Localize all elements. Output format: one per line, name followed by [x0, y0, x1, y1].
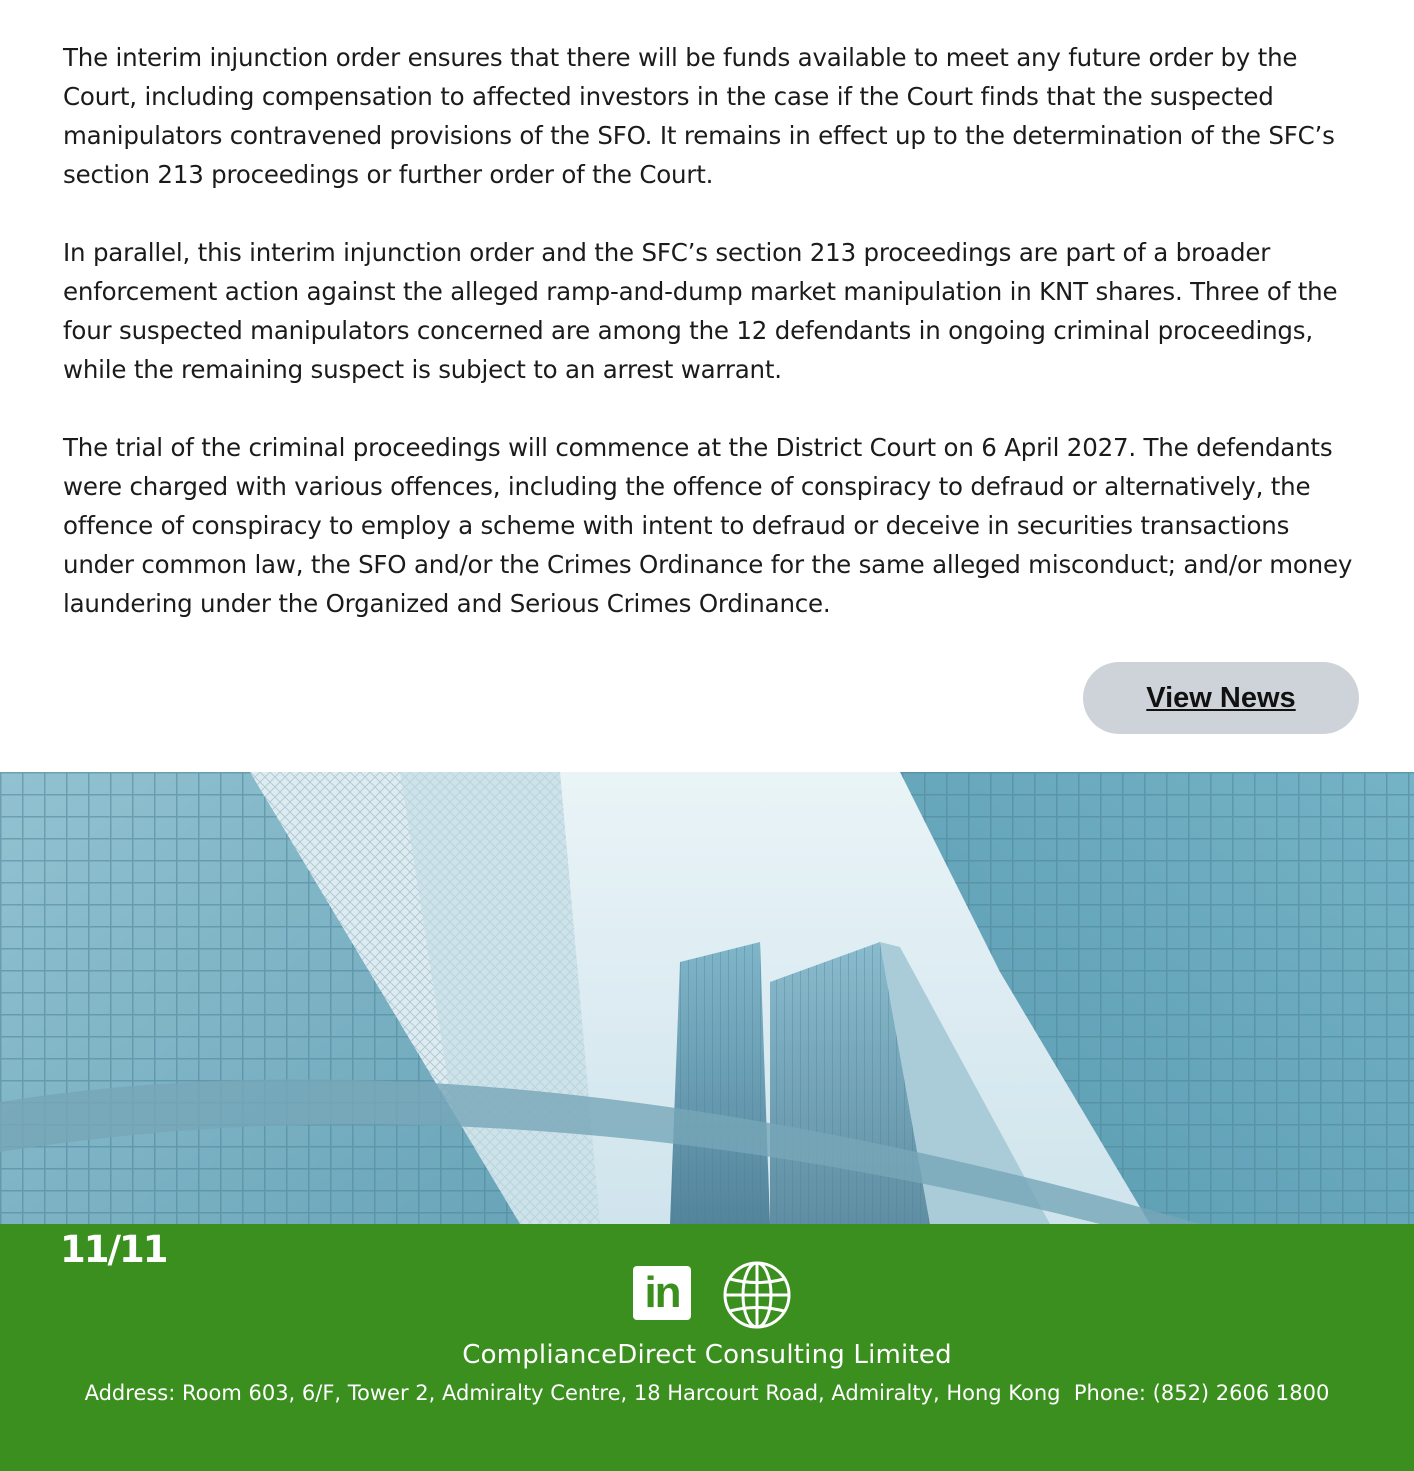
article-body — [63, 38, 1363, 662]
page-indicator: 11/11 — [60, 1228, 167, 1271]
company-name: ComplianceDirect Consulting Limited — [462, 1340, 952, 1370]
paragraph-injunction: The interim injunction order ensures that there will be funds available to meet any future order by the Court, including compensation to affected investors in the case if the Court finds that the suspected manipulators contravened provisions of the SFO. It remains in effect up to the determination of the SFC’s section 213 proceedings or further order of the Court. — [63, 43, 1335, 189]
linkedin-icon[interactable]: in — [633, 1266, 691, 1320]
view-news-button[interactable]: View News — [1083, 662, 1359, 734]
globe-icon[interactable] — [722, 1260, 792, 1330]
footer — [0, 1224, 1414, 1471]
company-address: Address: Room 603, 6/F, Tower 2, Admiralty Centre, 18 Harcourt Road, Admiralty, Hong Kong Phone: (852) 2606 1800 — [84, 1381, 1330, 1405]
paragraph-parallel-action: In parallel, this interim injunction order and the SFC’s section 213 proceedings are part of a broader enforcement action against the alleged ramp-and-dump market manipulation in KNT shares. Three of the four suspected manipulators concerned are among the 12 defendants in ongoing criminal proceedings, while the remaining suspect is subject to an arrest warrant. — [63, 238, 1338, 384]
paragraph-criminal-trial: The trial of the criminal proceedings will commence at the District Court on 6 April 2027. The defendants were charged with various offences, including the offence of conspiracy to defraud or alternatively, the offence of conspiracy to employ a scheme with intent to defraud or deceive in securities transactions under common law, the SFO and/or the Crimes Ordinance for the same alleged misconduct; and/or money laundering under the Organized and Serious Crimes Ordinance. — [63, 433, 1353, 618]
skyscrapers-photo — [0, 772, 1414, 1224]
